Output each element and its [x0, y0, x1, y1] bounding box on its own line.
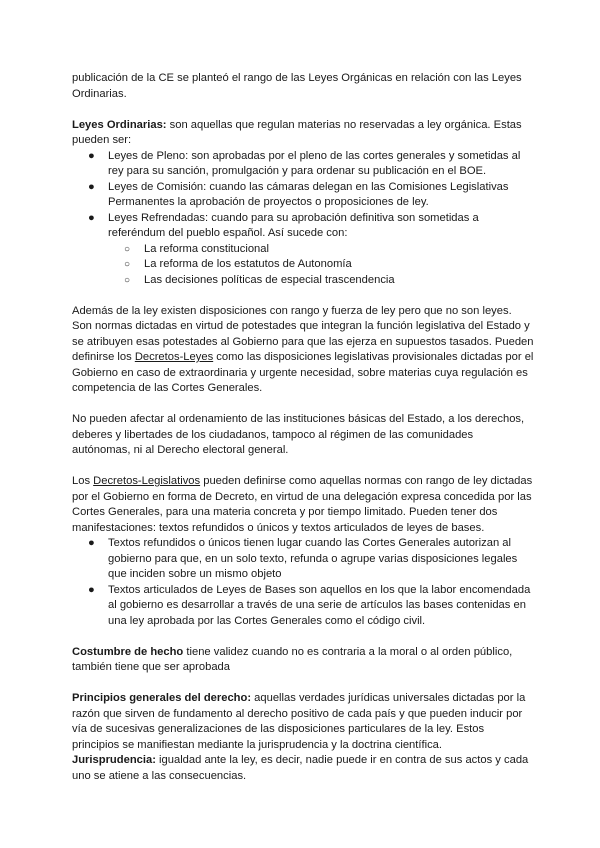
list-item-text: Leyes de Pleno: son aprobadas por el pleno de las cortes generales y sometidas al rey para su sanción, promulgación y para ordenar su publicación en el BOE.	[108, 149, 521, 177]
list-item-text: Leyes Refrendadas: cuando para su aprobación definitiva son sometidas a referéndum del pueblo español. Así sucede con:	[108, 211, 479, 239]
list-item	[72, 583, 534, 630]
legislativos-list	[72, 536, 534, 629]
list-item	[108, 257, 534, 273]
principios-paragraph	[72, 691, 534, 753]
disposiciones-paragraph	[72, 304, 534, 397]
legislativos-text: Los	[72, 475, 94, 487]
costumbre-text: tiene validez cuando no es contraria a la moral o al orden público, también tiene que ser aprobada	[72, 645, 513, 673]
refrendadas-sublist	[108, 242, 534, 289]
list-item-text: La reforma constitucional	[144, 242, 269, 255]
list-item	[108, 273, 534, 289]
bullet-icon: ●	[88, 537, 95, 549]
legislativos-text-2: pueden definirse como aquellas normas con rango de ley dictadas por el Gobierno en forma de Decreto, en virtud de una delegación expresa concedida por las Cortes Generales, para una materia concreta y por tiempo limitado. Pueden tener dos manifestaciones: textos refundidos o únicos y textos articulados de leyes de bases.	[72, 475, 533, 534]
ordinarias-heading: Leyes Ordinarias:	[72, 118, 167, 131]
legislativos-paragraph	[72, 474, 534, 536]
ordinarias-list	[72, 149, 534, 242]
list-item-text: Textos articulados de Leyes de Bases son aquellos en los que la labor encomendada al gobierno es desarrollar a través de una serie de artículos las bases contenidas en una ley aprobada por las Cortes Generales como el código civil.	[108, 583, 531, 627]
jurisprudencia-paragraph	[72, 753, 534, 784]
ordinarias-paragraph	[72, 118, 534, 149]
document-body	[72, 71, 534, 784]
list-item	[72, 180, 534, 211]
decretos-leyes-term: Decretos-Leyes	[134, 351, 214, 363]
costumbre-paragraph	[72, 645, 534, 676]
list-item	[72, 536, 534, 583]
bullet-icon: ●	[88, 180, 95, 193]
principios-heading: Principios generales del derecho:	[72, 692, 252, 704]
list-item-text: Leyes de Comisión: cuando las cámaras delegan en las Comisiones Legislativas Permanentes la aprobación de proyectos o proposiciones de ley.	[108, 180, 509, 208]
decretos-legislativos-term: Decretos-Legislativos	[93, 475, 201, 487]
principios-text: aquellas verdades jurídicas universales dictadas por la razón que sirven de fundamento al derecho positivo de cada país y que pueden inducir por vía de sucesivas generalizaciones de las disposiciones particulares de la ley. Estos principios se manifiestan mediante la jurisprudencia y la doctrina científica.	[72, 692, 526, 751]
disposiciones-text: Además de la ley existen disposiciones con rango y fuerza de ley pero que no son leyes. Son normas dictadas en virtud de potestades que integran la función legislativa del Estado y se atribuyen esas potestades al Gobierno para que las ejerza en supuestos tasados. Pueden definirse los	[72, 304, 534, 363]
ordinarias-text: son aquellas que regulan materias no reservadas a ley orgánica. Estas pueden ser:	[72, 118, 522, 146]
list-item	[72, 211, 534, 242]
list-item	[72, 149, 534, 180]
jurisprudencia-text: igualdad ante la ley, es decir, nadie puede ir en contra de sus actos y cada uno se atiene a las consecuencias.	[72, 754, 529, 782]
hollow-bullet-icon: ○	[124, 243, 131, 255]
list-item-text: Las decisiones políticas de especial trascendencia	[144, 273, 395, 286]
bullet-icon: ●	[88, 583, 95, 596]
jurisprudencia-heading: Jurisprudencia:	[72, 754, 156, 766]
hollow-bullet-icon: ○	[124, 259, 131, 270]
list-item-text: La reforma de los estatutos de Autonomía	[144, 258, 352, 270]
limits-paragraph: No pueden afectar al ordenamiento de las instituciones básicas del Estado, a los derechos, deberes y libertades de los ciudadanos, tampoco al régimen de las comunidades autónomas, ni al Derecho electoral general.	[72, 413, 525, 456]
list-item-text: Textos refundidos o únicos tienen lugar cuando las Cortes Generales autorizan al gobierno para que, en un solo texto, refunda o agrupe varias disposiciones legales que inciden sobre un mismo objeto	[108, 537, 518, 580]
bullet-icon: ●	[88, 211, 95, 224]
bullet-icon: ●	[88, 149, 95, 162]
disposiciones-text-2: como las disposiciones legislativas provisionales dictadas por el Gobierno en caso de extraordinaria y urgente necesidad, sobre materias cuya regulación es competencia de las Cortes Generales.	[72, 351, 534, 394]
hollow-bullet-icon: ○	[124, 274, 131, 286]
intro-paragraph: publicación de la CE se planteó el rango de las Leyes Orgánicas en relación con las Leyes Ordinarias.	[72, 72, 522, 100]
costumbre-heading: Costumbre de hecho	[72, 645, 184, 658]
list-item	[108, 242, 534, 258]
